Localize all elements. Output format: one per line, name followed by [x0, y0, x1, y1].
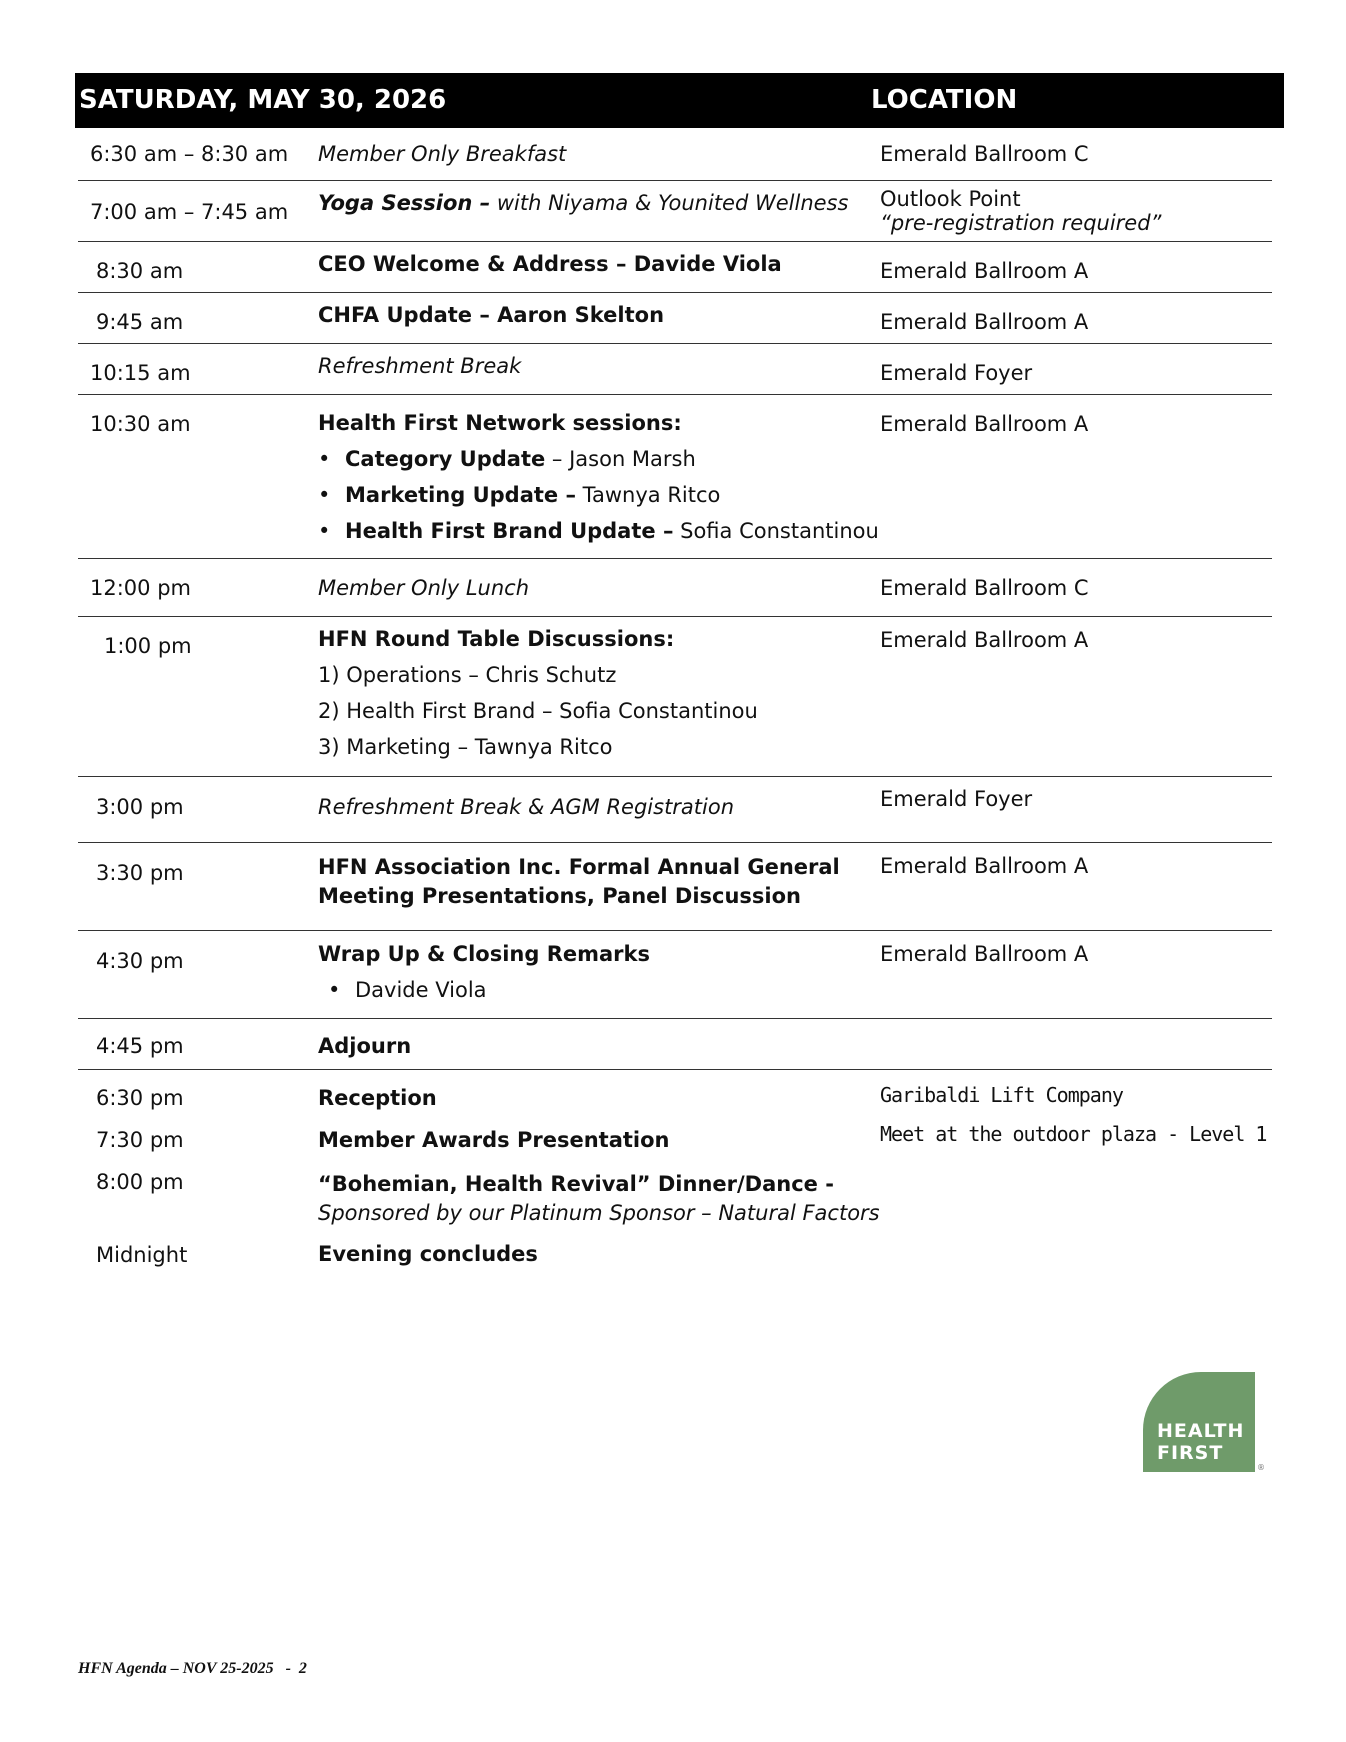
- row-event: CHFA Update – Aaron Skelton: [318, 303, 665, 327]
- row-time: 10:15 am: [90, 361, 191, 385]
- row-event: Member Awards Presentation: [318, 1128, 670, 1152]
- row-time: 8:30 am: [96, 259, 184, 283]
- agenda-row: [78, 1019, 1272, 1070]
- agenda-row: [78, 395, 1272, 559]
- row-event-line: Meeting Presentations, Panel Discussion: [318, 884, 802, 908]
- header-location-label: LOCATION: [871, 85, 1018, 115]
- agenda-row: [78, 293, 1272, 344]
- agenda-table: [78, 128, 1272, 1280]
- evening-block: [78, 1070, 1272, 1280]
- row-event: [318, 621, 918, 765]
- row-event-heading: “Bohemian, Health Revival” Dinner/Dance -: [318, 1172, 834, 1196]
- session-item-title: Category Update: [345, 447, 546, 471]
- row-location-note: “pre-registration required”: [880, 211, 1162, 235]
- row-time: 4:30 pm: [96, 949, 184, 973]
- closing-item: • Davide Viola: [328, 972, 918, 1008]
- session-item: [318, 513, 918, 549]
- logo-line1: HEALTH: [1157, 1420, 1245, 1442]
- row-location: Emerald Ballroom A: [880, 942, 1089, 966]
- discussion-item: 3) Marketing – Tawnya Ritco: [318, 735, 613, 759]
- sponsor-note: Sponsored by our Platinum Sponsor – Natural Factors: [318, 1201, 880, 1225]
- row-location: Emerald Ballroom A: [880, 854, 1089, 878]
- row-time: 3:30 pm: [96, 861, 184, 885]
- agenda-row: [78, 617, 1272, 777]
- row-location: Emerald Foyer: [880, 787, 1033, 811]
- row-event: Member Only Breakfast: [318, 142, 567, 166]
- row-location: Emerald Ballroom A: [880, 310, 1089, 334]
- row-event-heading: Health First Network sessions:: [318, 411, 682, 435]
- agenda-row: [78, 777, 1272, 843]
- agenda-row: [78, 344, 1272, 395]
- row-location: Emerald Ballroom A: [880, 628, 1089, 652]
- row-location: Garibaldi Lift Company: [880, 1083, 1123, 1107]
- logo-wordmark: [1157, 1420, 1244, 1464]
- row-time: 9:45 am: [96, 310, 184, 334]
- row-time: 6:30 am – 8:30 am: [90, 142, 289, 166]
- agenda-row: [78, 931, 1272, 1019]
- row-event: [318, 853, 918, 911]
- row-time: 12:00 pm: [90, 576, 191, 600]
- row-event: Evening concludes: [318, 1242, 538, 1266]
- row-time: 10:30 am: [90, 412, 191, 436]
- row-event: [318, 405, 918, 549]
- registered-mark: ®: [1257, 1463, 1265, 1472]
- row-event: Member Only Lunch: [318, 576, 530, 600]
- agenda-row: [78, 242, 1272, 293]
- row-event: Refreshment Break & AGM Registration: [318, 795, 735, 819]
- row-location: Emerald Ballroom C: [880, 576, 1089, 600]
- row-event: Refreshment Break: [318, 354, 522, 378]
- row-time: 1:00 pm: [104, 634, 192, 658]
- row-event: Reception: [318, 1086, 437, 1110]
- page-footer: HFN Agenda – NOV 25-2025 - 2: [78, 1660, 307, 1677]
- row-event: Adjourn: [318, 1034, 412, 1058]
- row-location: [880, 187, 1270, 235]
- logo-line2: FIRST: [1157, 1442, 1224, 1464]
- row-time: 3:00 pm: [96, 795, 184, 819]
- row-location-name: Outlook Point: [880, 187, 1021, 211]
- row-time: Midnight: [96, 1243, 188, 1267]
- row-event: [318, 936, 918, 1008]
- row-event-bold: Yoga Session –: [318, 191, 491, 215]
- discussion-item: 1) Operations – Chris Schutz: [318, 663, 617, 687]
- agenda-header: [75, 73, 1284, 128]
- agenda-row: [78, 181, 1272, 242]
- row-location: Emerald Ballroom C: [880, 142, 1089, 166]
- session-item: [318, 477, 918, 513]
- row-location: Emerald Foyer: [880, 361, 1033, 385]
- discussion-item: 2) Health First Brand – Sofia Constantinou: [318, 699, 758, 723]
- agenda-row: [78, 843, 1272, 931]
- row-time: 7:30 pm: [96, 1128, 184, 1152]
- session-item-title: Health First Brand Update –: [345, 519, 674, 543]
- session-item-speaker: Tawnya Ritco: [575, 483, 721, 507]
- row-time: 4:45 pm: [96, 1034, 184, 1058]
- row-event: [318, 1170, 918, 1228]
- row-location: Meet at the outdoor plaza - Level 1: [880, 1122, 1267, 1146]
- agenda-row: [78, 559, 1272, 617]
- session-item-speaker: Sofia Constantinou: [673, 519, 879, 543]
- row-time: 6:30 pm: [96, 1086, 184, 1110]
- row-event: [318, 191, 918, 215]
- row-event: CEO Welcome & Address – Davide Viola: [318, 252, 782, 276]
- row-event-line: HFN Association Inc. Formal Annual General: [318, 855, 840, 879]
- session-item-title: Marketing Update –: [345, 483, 576, 507]
- row-time: 7:00 am – 7:45 am: [90, 200, 289, 224]
- session-item-speaker: – Jason Marsh: [545, 447, 696, 471]
- row-location: Emerald Ballroom A: [880, 259, 1089, 283]
- health-first-logo: [1143, 1372, 1265, 1472]
- row-location: Emerald Ballroom A: [880, 412, 1089, 436]
- row-time: 8:00 pm: [96, 1170, 184, 1194]
- row-event-heading: Wrap Up & Closing Remarks: [318, 942, 651, 966]
- header-date: SATURDAY, MAY 30, 2026: [79, 85, 447, 115]
- agenda-row: [78, 128, 1272, 181]
- row-event-heading: HFN Round Table Discussions:: [318, 627, 675, 651]
- row-event-rest: with Niyama & Younited Wellness: [490, 191, 849, 215]
- session-item: [318, 441, 918, 477]
